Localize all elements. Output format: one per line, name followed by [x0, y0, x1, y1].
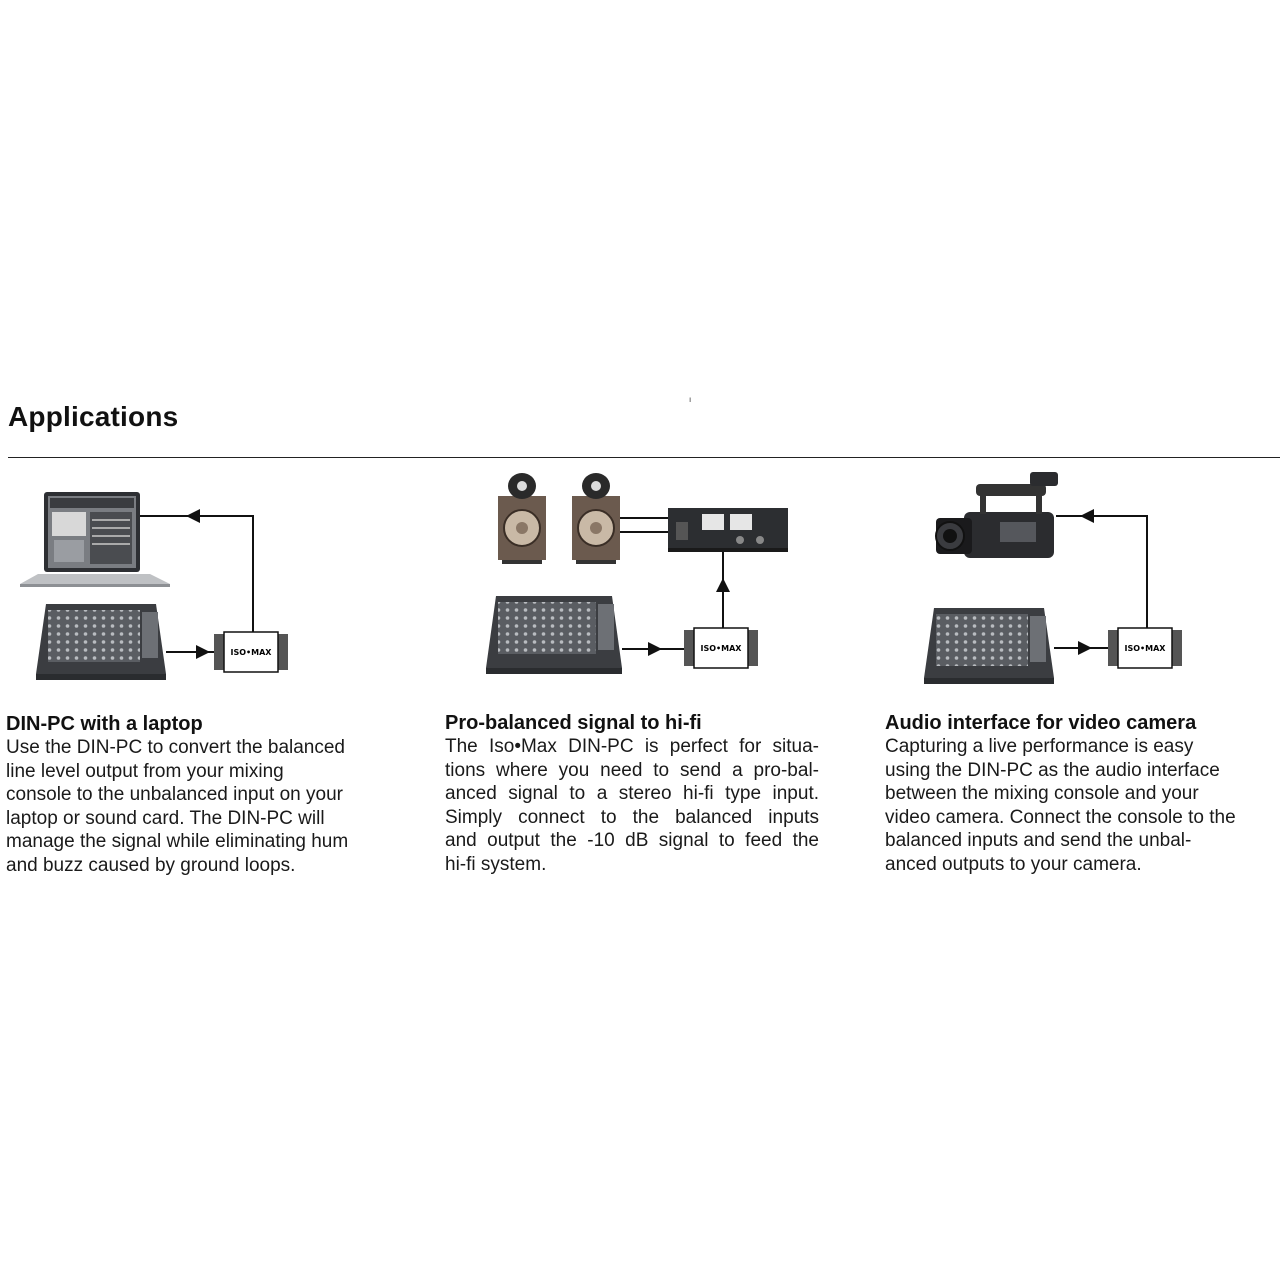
application-title-laptop: DIN-PC with a laptop [6, 713, 203, 735]
description-line: Use the DIN-PC to convert the balanced [6, 737, 346, 758]
connection-line [1056, 516, 1147, 628]
video-camera-icon [936, 472, 1058, 558]
description-line: console to the unbalanced input on your [6, 784, 343, 805]
arrow-right-icon [196, 645, 210, 659]
description-line: balanced inputs and send the unbal- [885, 830, 1192, 851]
description-line: and output the -10 dB signal to feed the [445, 830, 819, 851]
description-line: Capturing a live performance is easy [885, 736, 1194, 757]
description-line: anced outputs to your camera. [885, 853, 1142, 875]
arrow-left-icon [1080, 509, 1094, 523]
amplifier-icon [668, 508, 788, 552]
speaker-icon [572, 473, 620, 564]
page-mark: ı [689, 395, 692, 404]
description-line: The Iso•Max DIN-PC is perfect for situa- [445, 736, 819, 757]
application-description-laptop [6, 736, 406, 877]
page-title: Applications [8, 401, 179, 432]
speaker-icon [498, 473, 546, 564]
application-description-hifi [445, 735, 819, 876]
diagram-camera [880, 462, 1280, 692]
mixing-console-icon [924, 608, 1054, 684]
iso-max-icon [684, 628, 758, 668]
diagram-hifi [440, 462, 860, 692]
section-divider [8, 457, 1280, 458]
application-title-hifi: Pro-balanced signal to hi-fi [445, 712, 702, 734]
diagram-laptop [0, 462, 420, 692]
arrow-right-icon [1078, 641, 1092, 655]
description-line: line level output from your mixing [6, 760, 284, 782]
application-title-camera: Audio interface for video camera [885, 712, 1197, 734]
iso-max-label: ISO•MAX [230, 648, 272, 657]
description-line: Simply connect to the balanced inputs [445, 806, 819, 828]
iso-max-icon [214, 632, 288, 672]
description-line: and buzz caused by ground loops. [6, 854, 296, 876]
arrow-right-icon [648, 642, 662, 656]
description-line: tions where you need to send a pro-bal- [445, 759, 819, 781]
laptop-icon [20, 492, 170, 587]
arrow-up-icon [716, 578, 730, 592]
description-line: hi-fi system. [445, 853, 547, 875]
description-line: manage the signal while eliminating hum [6, 831, 349, 852]
description-line: using the DIN-PC as the audio interface [885, 759, 1220, 781]
description-line: video camera. Connect the console to the [885, 806, 1236, 828]
description-line: anced signal to a stereo hi-fi type input. [445, 783, 819, 804]
iso-max-label: ISO•MAX [700, 644, 742, 653]
mixing-console-icon [36, 604, 166, 680]
description-line: between the mixing console and your [885, 783, 1199, 804]
mixing-console-icon [486, 596, 622, 674]
arrow-left-icon [186, 509, 200, 523]
iso-max-label: ISO•MAX [1124, 644, 1166, 653]
description-line: laptop or sound card. The DIN-PC will [6, 807, 325, 829]
application-description-camera [885, 735, 1275, 876]
iso-max-icon [1108, 628, 1182, 668]
